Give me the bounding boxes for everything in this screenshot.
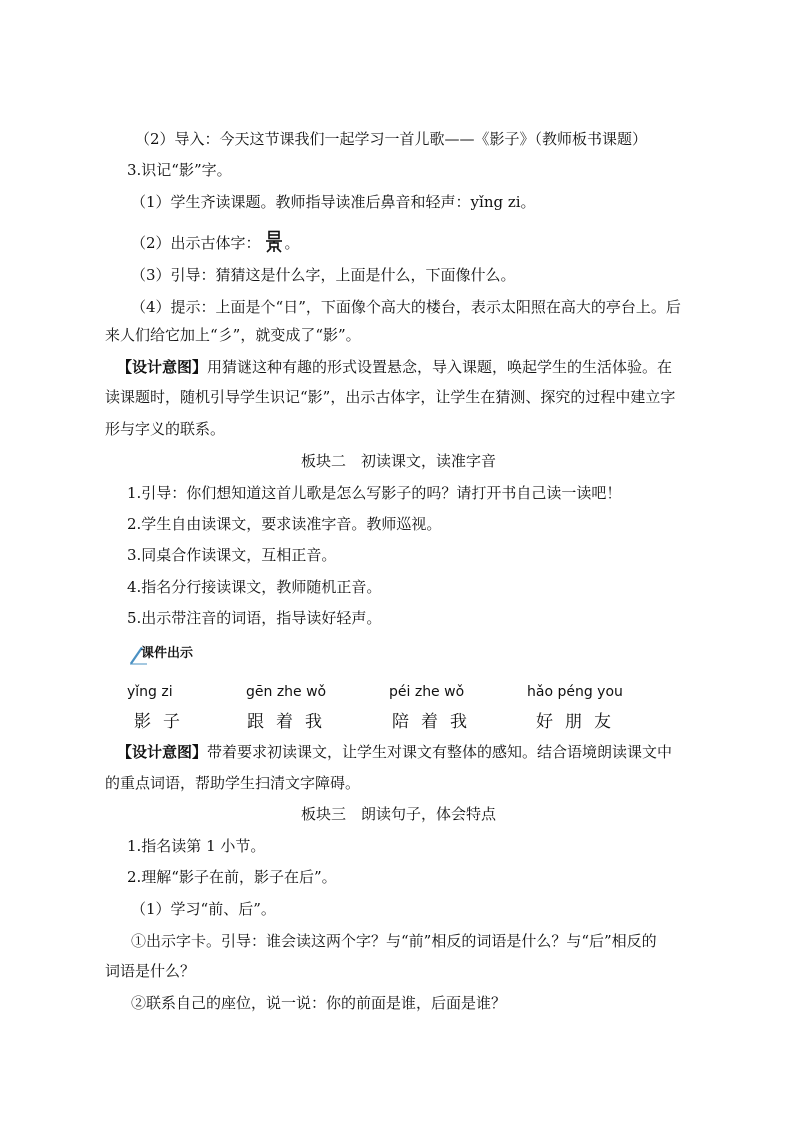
hanzi-1: 影子 xyxy=(134,712,192,732)
pinyin-4: hǎo péng you xyxy=(527,684,623,700)
hanzi-4: 好朋友 xyxy=(536,712,623,732)
text-line: 1.引导：你们想知道这首儿歌是怎么写影子的吗？请打开书自己读一读吧！ xyxy=(127,484,622,502)
pinyin-2: gēn zhe wǒ xyxy=(246,684,327,700)
hanzi-3: 陪着我 xyxy=(392,712,479,732)
text-line: 5.出示带注音的词语，指导读好轻声。 xyxy=(127,609,382,627)
ancient-char-period: 。 xyxy=(284,234,300,252)
pinyin-1: yǐng zi xyxy=(127,684,173,700)
design-intent-text: 用猜谜这种有趣的形式设置悬念，导入课题，唤起学生的生活体验。在 xyxy=(207,358,673,376)
text-line: （4）提示：上面是个“日”，下面像个高大的楼台，表示太阳照在高大的亭台上。后 xyxy=(131,298,681,316)
text-line: 2.理解“影子在前，影子在后”。 xyxy=(127,868,337,886)
text-line: （1）学生齐读课题。教师指导读准后鼻音和轻声：yǐng zi。 xyxy=(131,193,536,211)
courseware-label: 课件出示 xyxy=(141,646,194,661)
design-intent-text: 带着要求初读课文，让学生对课文有整体的感知。结合语境朗读课文中 xyxy=(207,743,673,761)
text-line: 1.指名读第 1 小节。 xyxy=(127,837,266,855)
text-line: 4.指名分行接读课文，教师随机正音。 xyxy=(127,578,382,596)
hanzi-2: 跟着我 xyxy=(247,712,334,732)
design-intent-tag: 【设计意图】 xyxy=(117,358,208,376)
design-intent-line xyxy=(117,357,672,377)
pinyin-3: péi zhe wǒ xyxy=(389,684,465,700)
design-intent-tag: 【设计意图】 xyxy=(117,743,208,761)
intro-line: （2）导入：今天这节课我们一起学习一首儿歌——《影子》（教师板书课题） xyxy=(135,130,648,148)
section-heading: 板块三 朗读句子，体会特点 xyxy=(301,805,497,823)
text-line: （3）引导：猜猜这是什么字，上面是什么，下面像什么。 xyxy=(131,266,516,284)
design-intent-line xyxy=(117,742,672,762)
ancient-char-label: （2）出示古体字： xyxy=(131,234,261,252)
text-line: 来人们给它加上“彡”，就变成了“影”。 xyxy=(105,326,361,344)
text-line: 读课题时，随机引导学生识记“影”，出示古体字，让学生在猜测、探究的过程中建立字 xyxy=(105,388,676,406)
text-line: ②联系自己的座位，说一说：你的前面是谁，后面是谁？ xyxy=(131,994,507,1012)
text-line: （1）学习“前、后”。 xyxy=(131,900,276,918)
text-line: ①出示字卡。引导：谁会读这两个字？与“前”相反的词语是什么？与“后”相反的 xyxy=(131,932,657,950)
ancient-char-line xyxy=(131,230,300,254)
text-line: 词语是什么？ xyxy=(105,962,196,980)
section-heading: 板块二 初读课文，读准字音 xyxy=(301,452,497,470)
step-heading: 3.识记“影”字。 xyxy=(127,161,232,179)
text-line: 的重点词语，帮助学生扫清文字障碍。 xyxy=(105,774,361,792)
text-line: 2.学生自由读课文，要求读准字音。教师巡视。 xyxy=(127,515,442,533)
text-line: 3.同桌合作读课文，互相正音。 xyxy=(127,546,337,564)
ancient-ying-glyph-icon xyxy=(263,230,285,254)
text-line: 形与字义的联系。 xyxy=(105,420,226,438)
